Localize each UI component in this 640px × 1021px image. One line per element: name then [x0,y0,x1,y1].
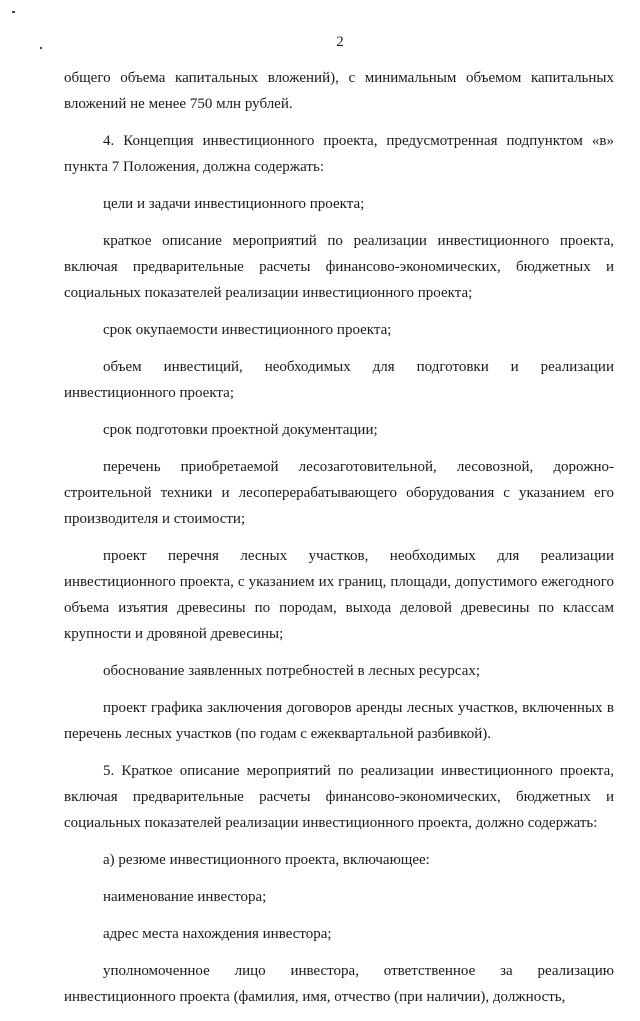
paragraph-line: наименование инвестора; [103,889,267,905]
page-number: 2 [336,34,344,50]
paragraph-line: строительной техники и лесоперерабатывающего оборудования с указанием его [64,485,614,501]
paragraph [64,658,614,684]
paragraph-line: инвестиционного проекта; [64,385,234,401]
paragraph-line: включая предварительные расчеты финансово-экономических, бюджетных и [64,259,614,275]
paragraph [64,228,614,306]
paragraph-line: цели и задачи инвестиционного проекта; [103,196,365,212]
paragraph-line: краткое описание мероприятий по реализации инвестиционного проекта, [103,233,614,249]
paragraph [64,921,614,947]
paragraph-line: 5. Краткое описание мероприятий по реализации инвестиционного проекта, [103,763,614,779]
document-body [64,65,614,1021]
paragraph [64,543,614,647]
paragraph-line: а) резюме инвестиционного проекта, включающее: [103,852,430,868]
scan-speck [12,11,15,13]
paragraph-line: уполномоченное лицо инвестора, ответственное за реализацию [103,963,614,979]
paragraph [64,695,614,747]
paragraph-line: перечень приобретаемой лесозаготовительной, лесовозной, дорожно- [103,459,614,475]
paragraph-line: пункта 7 Положения, должна содержать: [64,159,324,175]
paragraph-line: вложений не менее 750 млн рублей. [64,96,293,112]
paragraph-line: социальных показателей реализации инвестиционного проекта; [64,285,473,301]
paragraph [64,884,614,910]
paragraph-line: проект перечня лесных участков, необходимых для реализации [103,548,614,564]
paragraph-line: инвестиционного проекта (фамилия, имя, отчество (при наличии), должность, [64,989,566,1005]
paragraph [64,354,614,406]
paragraph [64,454,614,532]
paragraph-line: срок подготовки проектной документации; [103,422,378,438]
paragraph-line: общего объема капитальных вложений), с минимальным объемом капитальных [64,70,614,86]
paragraph-line: социальных показателей реализации инвестиционного проекта, должно содержать: [64,815,598,831]
paragraph [64,65,614,117]
paragraph [64,758,614,836]
paragraph-line: крупности и дровяной древесины; [64,626,284,642]
paragraph [64,847,614,873]
paragraph-line: срок окупаемости инвестиционного проекта; [103,322,392,338]
paragraph-line: перечень лесных участков (по годам с ежеквартальной разбивкой). [64,726,492,742]
paragraph-line: 4. Концепция инвестиционного проекта, предусмотренная подпунктом «в» [103,133,614,149]
paragraph-line: включая предварительные расчеты финансово-экономических, бюджетных и [64,789,614,805]
paragraph-line: адрес места нахождения инвестора; [103,926,332,942]
paragraph [64,958,614,1010]
paragraph-line: проект графика заключения договоров аренды лесных участков, включенных в [103,700,614,716]
paragraph [64,128,614,180]
paragraph-line: инвестиционного проекта, с указанием их границ, площади, допустимого ежегодного [64,574,614,590]
paragraph [64,417,614,443]
paragraph [64,191,614,217]
paragraph-line: обоснование заявленных потребностей в лесных ресурсах; [103,663,481,679]
paragraph [64,317,614,343]
paragraph-line: производителя и стоимости; [64,511,246,527]
paragraph-line: объема изъятия древесины по породам, выхода деловой древесины по классам [64,600,614,616]
paragraph-line: объем инвестиций, необходимых для подготовки и реализации [103,359,614,375]
